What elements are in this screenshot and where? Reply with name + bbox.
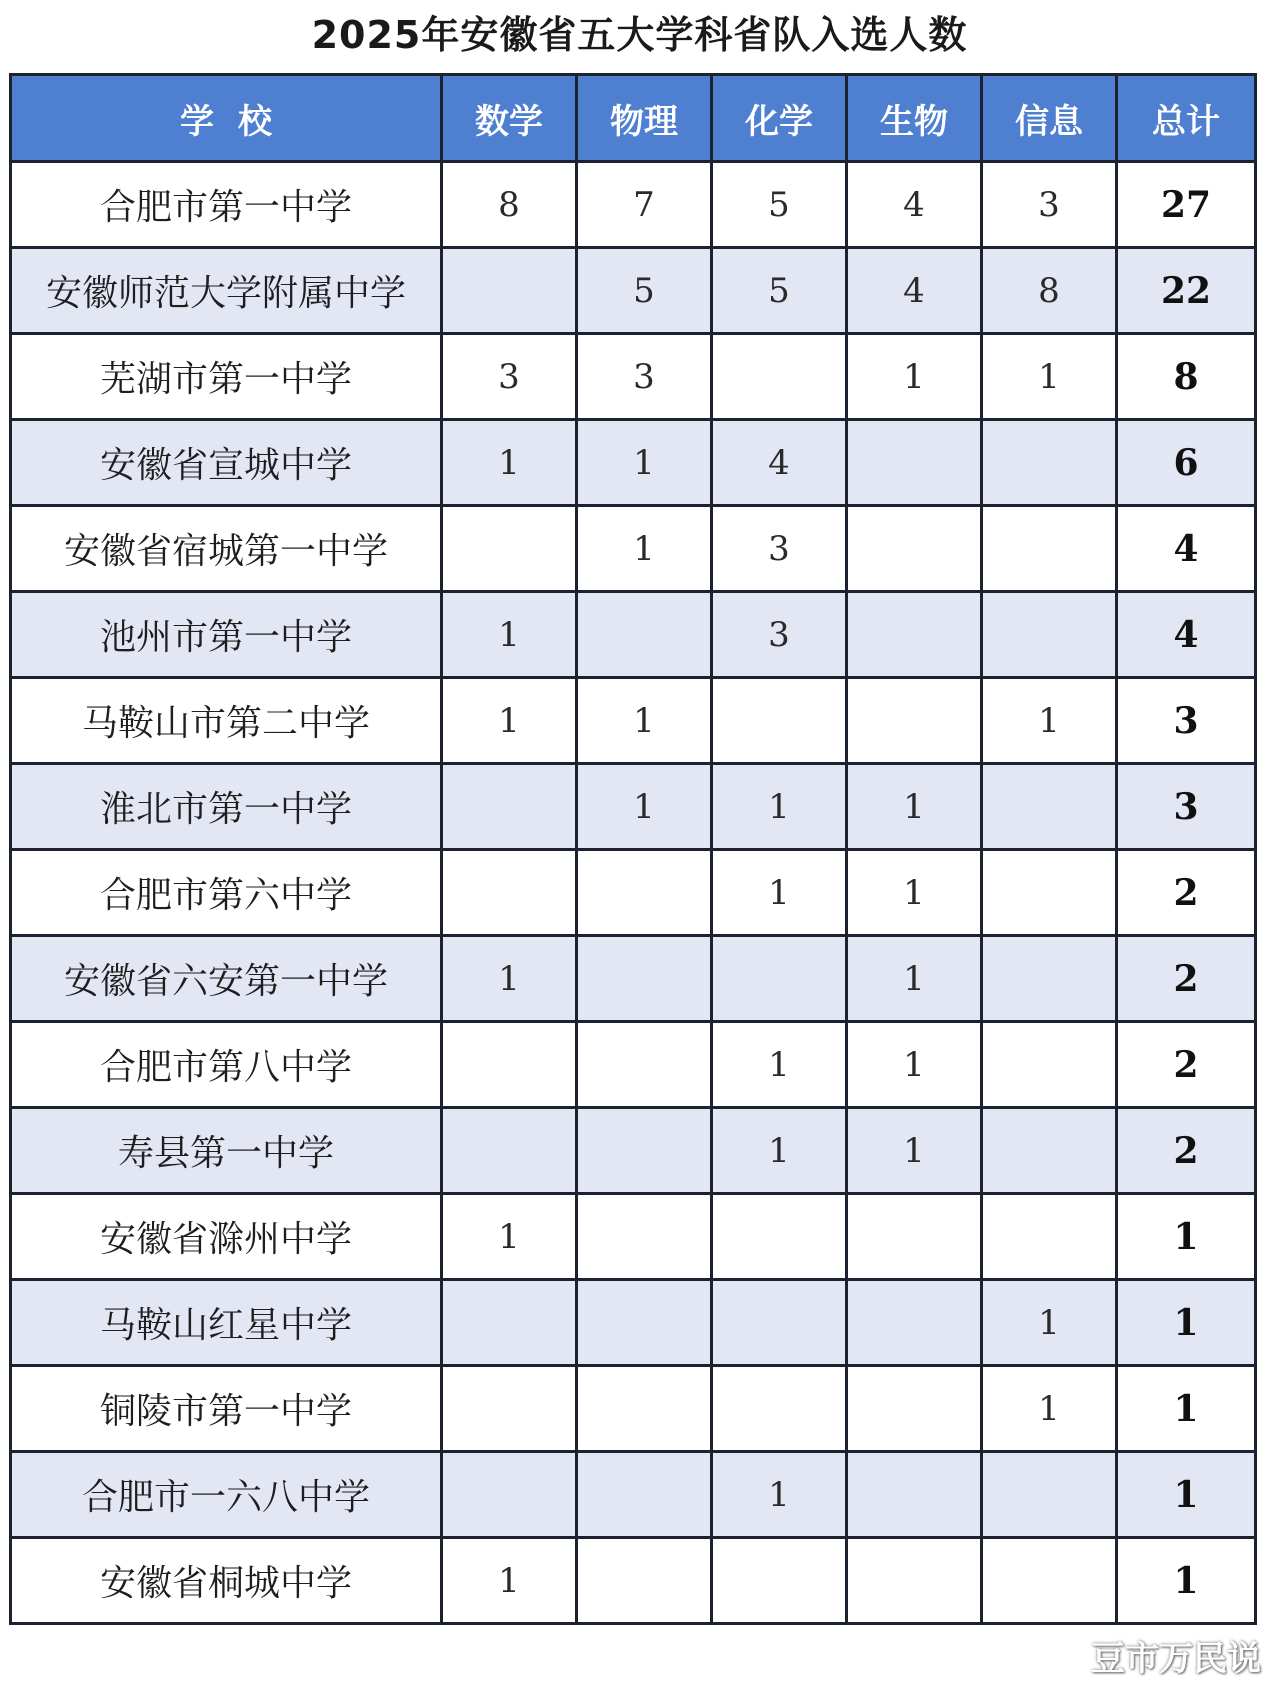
table-row	[11, 1538, 1256, 1624]
informatics-cell	[982, 506, 1117, 592]
total-cell: 4	[1117, 592, 1256, 678]
physics-cell	[577, 1108, 712, 1194]
table-row	[11, 1280, 1256, 1366]
column-header-physics: 物理	[577, 75, 712, 162]
table-row	[11, 334, 1256, 420]
chemistry-cell: 3	[712, 506, 847, 592]
biology-cell: 1	[847, 1108, 982, 1194]
chemistry-cell	[712, 1194, 847, 1280]
school-cell: 马鞍山红星中学	[11, 1280, 442, 1366]
physics-cell: 1	[577, 678, 712, 764]
informatics-cell	[982, 1022, 1117, 1108]
informatics-cell: 1	[982, 1366, 1117, 1452]
school-cell: 寿县第一中学	[11, 1108, 442, 1194]
math-cell	[442, 1280, 577, 1366]
column-header-total: 总计	[1117, 75, 1256, 162]
math-cell: 3	[442, 334, 577, 420]
chemistry-cell: 5	[712, 248, 847, 334]
page-title: 2025年安徽省五大学科省队入选人数	[311, 13, 968, 57]
math-cell	[442, 1366, 577, 1452]
informatics-cell	[982, 1452, 1117, 1538]
table-row	[11, 1452, 1256, 1538]
total-cell: 1	[1117, 1280, 1256, 1366]
biology-cell	[847, 420, 982, 506]
math-cell: 1	[442, 936, 577, 1022]
chemistry-cell: 1	[712, 1452, 847, 1538]
math-cell	[442, 1452, 577, 1538]
physics-cell	[577, 1366, 712, 1452]
informatics-cell	[982, 1538, 1117, 1624]
school-cell: 安徽省桐城中学	[11, 1538, 442, 1624]
informatics-cell	[982, 592, 1117, 678]
informatics-cell	[982, 936, 1117, 1022]
math-cell	[442, 506, 577, 592]
total-cell: 27	[1117, 162, 1256, 248]
informatics-cell	[982, 420, 1117, 506]
chemistry-cell: 1	[712, 1108, 847, 1194]
table-row	[11, 1194, 1256, 1280]
physics-cell: 5	[577, 248, 712, 334]
total-cell: 1	[1117, 1366, 1256, 1452]
table-row	[11, 1022, 1256, 1108]
physics-cell	[577, 936, 712, 1022]
column-header-chemistry: 化学	[712, 75, 847, 162]
physics-cell	[577, 1538, 712, 1624]
total-cell: 6	[1117, 420, 1256, 506]
chemistry-cell: 3	[712, 592, 847, 678]
biology-cell	[847, 1194, 982, 1280]
column-header-math: 数学	[442, 75, 577, 162]
biology-cell	[847, 1280, 982, 1366]
math-cell: 1	[442, 420, 577, 506]
physics-cell: 1	[577, 506, 712, 592]
school-cell: 马鞍山市第二中学	[11, 678, 442, 764]
math-cell	[442, 764, 577, 850]
math-cell: 1	[442, 678, 577, 764]
informatics-cell: 1	[982, 678, 1117, 764]
total-cell: 2	[1117, 1108, 1256, 1194]
table-row	[11, 1108, 1256, 1194]
physics-cell	[577, 850, 712, 936]
physics-cell	[577, 1194, 712, 1280]
table-row	[11, 936, 1256, 1022]
chemistry-cell	[712, 678, 847, 764]
total-cell: 4	[1117, 506, 1256, 592]
table-header	[11, 75, 1256, 162]
school-cell: 安徽师范大学附属中学	[11, 248, 442, 334]
school-cell: 淮北市第一中学	[11, 764, 442, 850]
biology-cell	[847, 506, 982, 592]
table-row	[11, 592, 1256, 678]
chemistry-cell: 1	[712, 1022, 847, 1108]
math-cell	[442, 248, 577, 334]
physics-cell: 3	[577, 334, 712, 420]
physics-cell	[577, 592, 712, 678]
chemistry-cell: 1	[712, 850, 847, 936]
school-cell: 铜陵市第一中学	[11, 1366, 442, 1452]
physics-cell: 1	[577, 764, 712, 850]
school-cell: 安徽省滁州中学	[11, 1194, 442, 1280]
total-cell: 1	[1117, 1538, 1256, 1624]
informatics-cell	[982, 850, 1117, 936]
school-cell: 池州市第一中学	[11, 592, 442, 678]
math-cell	[442, 1022, 577, 1108]
school-cell: 合肥市第六中学	[11, 850, 442, 936]
informatics-cell: 3	[982, 162, 1117, 248]
total-cell: 1	[1117, 1194, 1256, 1280]
total-cell: 22	[1117, 248, 1256, 334]
school-cell: 安徽省宣城中学	[11, 420, 442, 506]
table-row	[11, 678, 1256, 764]
math-cell: 8	[442, 162, 577, 248]
total-cell: 2	[1117, 1022, 1256, 1108]
chemistry-cell	[712, 1280, 847, 1366]
physics-cell	[577, 1280, 712, 1366]
physics-cell: 7	[577, 162, 712, 248]
table-row	[11, 420, 1256, 506]
biology-cell	[847, 1452, 982, 1538]
biology-cell	[847, 1366, 982, 1452]
biology-cell	[847, 1538, 982, 1624]
informatics-cell	[982, 1194, 1117, 1280]
informatics-cell	[982, 1108, 1117, 1194]
physics-cell: 1	[577, 420, 712, 506]
biology-cell: 1	[847, 936, 982, 1022]
total-cell: 2	[1117, 936, 1256, 1022]
biology-cell: 4	[847, 248, 982, 334]
total-cell: 3	[1117, 764, 1256, 850]
biology-cell: 1	[847, 850, 982, 936]
biology-cell: 4	[847, 162, 982, 248]
column-header-biology: 生物	[847, 75, 982, 162]
table-row	[11, 1366, 1256, 1452]
math-cell: 1	[442, 1194, 577, 1280]
watermark-text: 豆市万民说	[1091, 1639, 1261, 1679]
biology-cell: 1	[847, 334, 982, 420]
table-row	[11, 850, 1256, 936]
table-row	[11, 506, 1256, 592]
informatics-cell: 1	[982, 1280, 1117, 1366]
informatics-cell: 1	[982, 334, 1117, 420]
admission-table	[9, 73, 1257, 1625]
header-row	[11, 75, 1256, 162]
school-cell: 安徽省六安第一中学	[11, 936, 442, 1022]
total-cell: 8	[1117, 334, 1256, 420]
chemistry-cell	[712, 334, 847, 420]
column-header-informatics: 信息	[982, 75, 1117, 162]
total-cell: 3	[1117, 678, 1256, 764]
school-cell: 安徽省宿城第一中学	[11, 506, 442, 592]
math-cell: 1	[442, 1538, 577, 1624]
chemistry-cell	[712, 936, 847, 1022]
column-header-school: 学校	[11, 75, 442, 162]
school-cell: 合肥市第八中学	[11, 1022, 442, 1108]
informatics-cell: 8	[982, 248, 1117, 334]
total-cell: 2	[1117, 850, 1256, 936]
total-cell: 1	[1117, 1452, 1256, 1538]
biology-cell: 1	[847, 1022, 982, 1108]
table-row	[11, 764, 1256, 850]
informatics-cell	[982, 764, 1117, 850]
chemistry-cell: 1	[712, 764, 847, 850]
biology-cell	[847, 678, 982, 764]
math-cell: 1	[442, 592, 577, 678]
chemistry-cell	[712, 1538, 847, 1624]
school-cell: 合肥市第一中学	[11, 162, 442, 248]
table-row	[11, 162, 1256, 248]
chemistry-cell	[712, 1366, 847, 1452]
school-cell: 芜湖市第一中学	[11, 334, 442, 420]
biology-cell: 1	[847, 764, 982, 850]
chemistry-cell: 4	[712, 420, 847, 506]
physics-cell	[577, 1452, 712, 1538]
table-body	[11, 162, 1256, 1624]
school-cell: 合肥市一六八中学	[11, 1452, 442, 1538]
chemistry-cell: 5	[712, 162, 847, 248]
physics-cell	[577, 1022, 712, 1108]
math-cell	[442, 850, 577, 936]
math-cell	[442, 1108, 577, 1194]
table-row	[11, 248, 1256, 334]
biology-cell	[847, 592, 982, 678]
